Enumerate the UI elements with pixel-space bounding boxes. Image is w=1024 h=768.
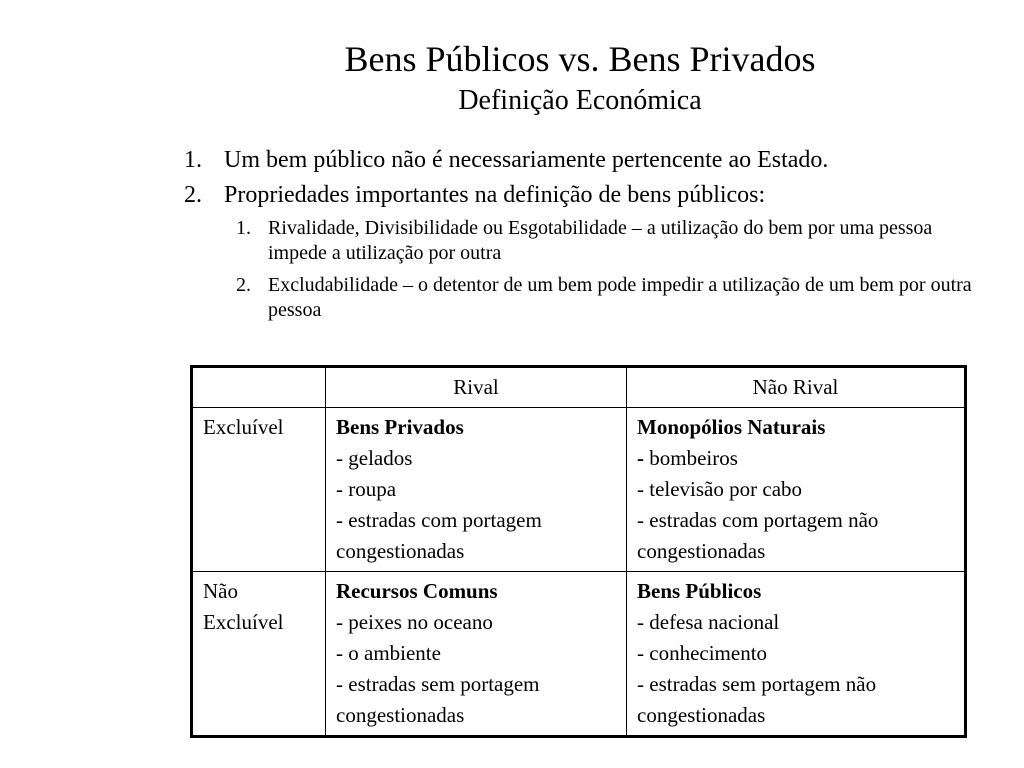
list-item-text: Um bem público não é necessariamente pertencente ao Estado.: [224, 147, 829, 173]
cell-line: - estradas com portagem congestionadas: [336, 508, 542, 563]
sub-list-item: [184, 216, 974, 266]
cell-title: Bens Privados: [336, 415, 464, 439]
cell-title: Bens Públicos: [637, 579, 762, 603]
sub-list-item-number: 1.: [236, 217, 251, 239]
row-header-nao-excluivel: Não Excluível: [192, 572, 326, 737]
list-item: [184, 181, 974, 209]
cell-monopolios-naturais: [627, 408, 966, 572]
cell-bens-privados: [326, 408, 627, 572]
bold-dash: -: [637, 446, 644, 470]
sub-list-item-text: Rivalidade, Divisibilidade ou Esgotabilidade – a utilização do bem por uma pessoa impede a utilização por outra: [268, 217, 933, 264]
table-corner-cell: [192, 367, 326, 408]
table-row: [192, 408, 966, 572]
cell-line: - defesa nacional: [637, 610, 780, 634]
sub-list-item-number: 2.: [236, 274, 251, 296]
sub-list-item-text: Excludabilidade – o detentor de um bem pode impedir a utilização de um bem por outra pessoa: [268, 274, 972, 321]
table-header-row: [192, 367, 966, 408]
column-header-nao-rival: Não Rival: [627, 367, 966, 408]
cell-line: - peixes no oceano: [336, 610, 493, 634]
cell-line: - estradas sem portagem congestionadas: [336, 672, 540, 727]
list-item: [184, 146, 974, 174]
row-header-excluivel: Excluível: [192, 408, 326, 572]
cell-line: - estradas com portagem não congestionadas: [637, 508, 879, 563]
cell-title: Recursos Comuns: [336, 579, 498, 603]
list-item-number: 2.: [184, 182, 202, 208]
cell-line: - gelados: [336, 446, 413, 470]
cell-line: - roupa: [336, 477, 397, 501]
cell-line: - estradas sem portagem não congestionadas: [637, 672, 877, 727]
slide-subtitle: Definição Económica: [458, 85, 702, 116]
cell-title: Monopólios Naturais: [637, 415, 826, 439]
sub-list-item: [184, 273, 974, 323]
cell-line-text: bombeiros: [644, 446, 738, 470]
list-item-number: 1.: [184, 147, 202, 173]
cell-line: [637, 443, 954, 474]
bullet-list: [184, 146, 974, 330]
cell-line: - o ambiente: [336, 641, 441, 665]
table-row: [192, 572, 966, 737]
list-item-text: Propriedades importantes na definição de bens públicos:: [224, 182, 766, 208]
cell-recursos-comuns: [326, 572, 627, 737]
column-header-rival: Rival: [326, 367, 627, 408]
slide-title: Bens Públicos vs. Bens Privados: [344, 39, 816, 79]
goods-classification-table: [190, 365, 967, 738]
cell-line: - conhecimento: [637, 641, 768, 665]
cell-line: - televisão por cabo: [637, 477, 803, 501]
cell-bens-publicos: [627, 572, 966, 737]
